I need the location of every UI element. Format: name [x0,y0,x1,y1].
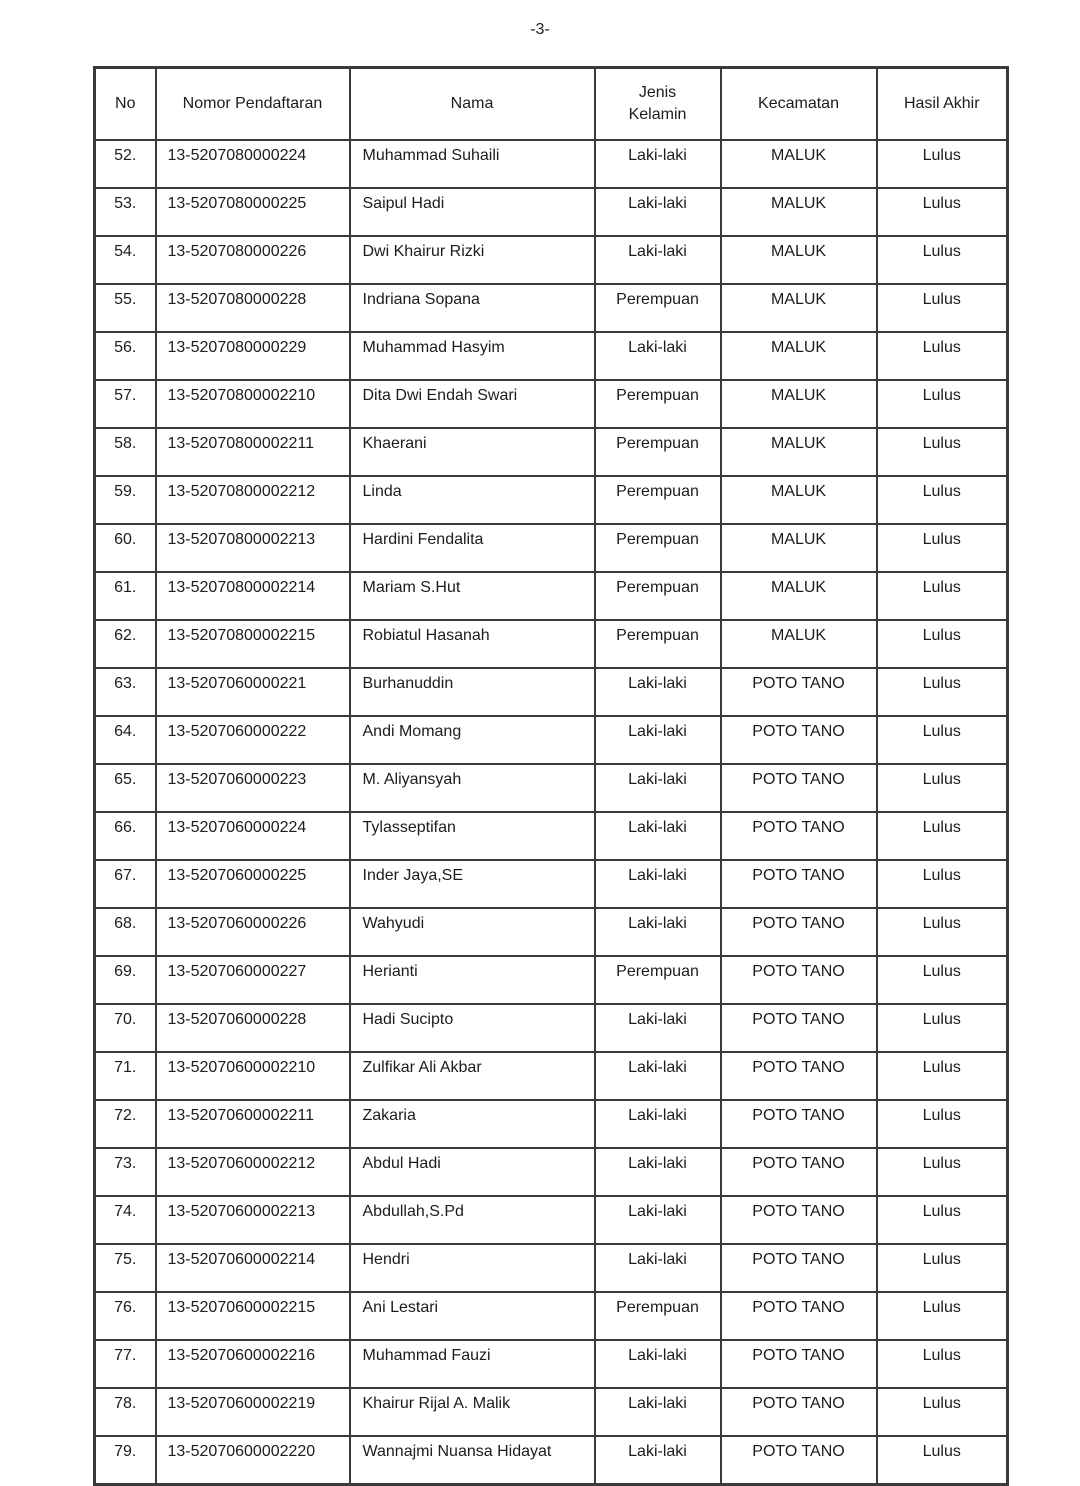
cell-nama: Khairur Rijal A. Malik [350,1388,595,1436]
cell-no: 79. [95,1436,156,1485]
cell-hasil-akhir: Lulus [877,1388,1008,1436]
cell-jenis-kelamin: Laki-laki [595,188,721,236]
cell-nama: Abdul Hadi [350,1148,595,1196]
table-row [95,284,1008,332]
cell-no: 64. [95,716,156,764]
cell-hasil-akhir: Lulus [877,332,1008,380]
cell-nama: Saipul Hadi [350,188,595,236]
cell-jenis-kelamin: Laki-laki [595,236,721,284]
table-row [95,1052,1008,1100]
table-body [95,140,1008,1485]
table-row [95,524,1008,572]
cell-nama: Mariam S.Hut [350,572,595,620]
cell-jenis-kelamin: Perempuan [595,284,721,332]
cell-nomor-pendaftaran: 13-52070800002210 [156,380,350,428]
cell-jenis-kelamin: Perempuan [595,380,721,428]
cell-jenis-kelamin: Laki-laki [595,860,721,908]
cell-nama: Tylasseptifan [350,812,595,860]
cell-nomor-pendaftaran: 13-52070600002214 [156,1244,350,1292]
cell-hasil-akhir: Lulus [877,236,1008,284]
cell-nomor-pendaftaran: 13-52070600002215 [156,1292,350,1340]
table-row [95,1388,1008,1436]
table-row [95,236,1008,284]
cell-kecamatan: POTO TANO [721,1340,877,1388]
cell-nama: Linda [350,476,595,524]
cell-kecamatan: POTO TANO [721,764,877,812]
cell-jenis-kelamin: Perempuan [595,956,721,1004]
cell-nama: Inder Jaya,SE [350,860,595,908]
header-kecamatan: Kecamatan [721,68,877,141]
cell-jenis-kelamin: Laki-laki [595,1388,721,1436]
cell-nama: Muhammad Suhaili [350,140,595,188]
cell-nama: Zulfikar Ali Akbar [350,1052,595,1100]
cell-nomor-pendaftaran: 13-52070600002212 [156,1148,350,1196]
cell-no: 53. [95,188,156,236]
cell-no: 69. [95,956,156,1004]
cell-kecamatan: POTO TANO [721,1388,877,1436]
cell-no: 61. [95,572,156,620]
cell-nomor-pendaftaran: 13-52070800002211 [156,428,350,476]
cell-hasil-akhir: Lulus [877,860,1008,908]
cell-nomor-pendaftaran: 13-5207080000228 [156,284,350,332]
cell-jenis-kelamin: Laki-laki [595,140,721,188]
cell-no: 76. [95,1292,156,1340]
cell-nama: Muhammad Fauzi [350,1340,595,1388]
cell-jenis-kelamin: Laki-laki [595,1196,721,1244]
table-row [95,1196,1008,1244]
cell-nomor-pendaftaran: 13-5207060000222 [156,716,350,764]
cell-hasil-akhir: Lulus [877,1100,1008,1148]
table-row [95,476,1008,524]
cell-kecamatan: MALUK [721,236,877,284]
cell-jenis-kelamin: Laki-laki [595,812,721,860]
table-row [95,956,1008,1004]
cell-hasil-akhir: Lulus [877,1340,1008,1388]
table-row [95,332,1008,380]
cell-nama: Muhammad Hasyim [350,332,595,380]
cell-no: 66. [95,812,156,860]
cell-nama: Indriana Sopana [350,284,595,332]
cell-jenis-kelamin: Perempuan [595,428,721,476]
cell-jenis-kelamin: Perempuan [595,1292,721,1340]
cell-hasil-akhir: Lulus [877,1196,1008,1244]
cell-hasil-akhir: Lulus [877,140,1008,188]
cell-jenis-kelamin: Laki-laki [595,1100,721,1148]
cell-nomor-pendaftaran: 13-52070600002211 [156,1100,350,1148]
cell-nama: Abdullah,S.Pd [350,1196,595,1244]
cell-nomor-pendaftaran: 13-5207080000226 [156,236,350,284]
cell-no: 59. [95,476,156,524]
cell-kecamatan: POTO TANO [721,668,877,716]
table-row [95,620,1008,668]
cell-kecamatan: POTO TANO [721,1004,877,1052]
cell-kecamatan: MALUK [721,284,877,332]
cell-kecamatan: MALUK [721,380,877,428]
cell-no: 52. [95,140,156,188]
cell-jenis-kelamin: Laki-laki [595,716,721,764]
cell-nomor-pendaftaran: 13-5207080000225 [156,188,350,236]
cell-nama: Hardini Fendalita [350,524,595,572]
cell-hasil-akhir: Lulus [877,428,1008,476]
cell-nomor-pendaftaran: 13-52070800002215 [156,620,350,668]
header-nama: Nama [350,68,595,141]
cell-kecamatan: MALUK [721,524,877,572]
table-row [95,860,1008,908]
cell-kecamatan: MALUK [721,332,877,380]
cell-hasil-akhir: Lulus [877,812,1008,860]
table-row [95,380,1008,428]
cell-nomor-pendaftaran: 13-52070800002214 [156,572,350,620]
cell-nama: Robiatul Hasanah [350,620,595,668]
cell-nomor-pendaftaran: 13-5207060000225 [156,860,350,908]
table-row [95,572,1008,620]
results-table [93,66,1009,1486]
cell-nomor-pendaftaran: 13-5207080000224 [156,140,350,188]
cell-no: 73. [95,1148,156,1196]
cell-no: 71. [95,1052,156,1100]
cell-no: 78. [95,1388,156,1436]
cell-hasil-akhir: Lulus [877,620,1008,668]
cell-no: 72. [95,1100,156,1148]
cell-nomor-pendaftaran: 13-52070600002213 [156,1196,350,1244]
cell-hasil-akhir: Lulus [877,1148,1008,1196]
cell-nomor-pendaftaran: 13-5207060000228 [156,1004,350,1052]
cell-nomor-pendaftaran: 13-5207080000229 [156,332,350,380]
cell-nama: Dwi Khairur Rizki [350,236,595,284]
cell-no: 57. [95,380,156,428]
cell-nomor-pendaftaran: 13-5207060000227 [156,956,350,1004]
cell-kecamatan: POTO TANO [721,1436,877,1485]
cell-nama: Hadi Sucipto [350,1004,595,1052]
cell-no: 60. [95,524,156,572]
cell-hasil-akhir: Lulus [877,764,1008,812]
cell-kecamatan: POTO TANO [721,716,877,764]
cell-nomor-pendaftaran: 13-52070800002213 [156,524,350,572]
table-row [95,716,1008,764]
cell-hasil-akhir: Lulus [877,908,1008,956]
cell-hasil-akhir: Lulus [877,380,1008,428]
cell-nama: Zakaria [350,1100,595,1148]
cell-jenis-kelamin: Laki-laki [595,1244,721,1292]
cell-hasil-akhir: Lulus [877,1052,1008,1100]
cell-jenis-kelamin: Laki-laki [595,1148,721,1196]
cell-nomor-pendaftaran: 13-52070600002220 [156,1436,350,1485]
cell-nama: Khaerani [350,428,595,476]
cell-no: 65. [95,764,156,812]
cell-kecamatan: MALUK [721,620,877,668]
cell-hasil-akhir: Lulus [877,668,1008,716]
cell-kecamatan: MALUK [721,476,877,524]
table-row [95,908,1008,956]
cell-jenis-kelamin: Laki-laki [595,1436,721,1485]
cell-nama: Hendri [350,1244,595,1292]
cell-no: 75. [95,1244,156,1292]
cell-nama: Ani Lestari [350,1292,595,1340]
cell-kecamatan: MALUK [721,188,877,236]
cell-hasil-akhir: Lulus [877,1292,1008,1340]
table-row [95,1004,1008,1052]
cell-kecamatan: POTO TANO [721,956,877,1004]
cell-jenis-kelamin: Laki-laki [595,668,721,716]
cell-kecamatan: MALUK [721,140,877,188]
cell-nama: Burhanuddin [350,668,595,716]
cell-nama: Dita Dwi Endah Swari [350,380,595,428]
cell-nama: Herianti [350,956,595,1004]
cell-no: 70. [95,1004,156,1052]
cell-nomor-pendaftaran: 13-5207060000226 [156,908,350,956]
table-row [95,812,1008,860]
cell-nomor-pendaftaran: 13-52070600002219 [156,1388,350,1436]
header-no: No [95,68,156,141]
table-row [95,1100,1008,1148]
cell-jenis-kelamin: Laki-laki [595,908,721,956]
header-jenis-kelamin: Jenis Kelamin [595,68,721,141]
cell-no: 77. [95,1340,156,1388]
cell-no: 68. [95,908,156,956]
cell-kecamatan: POTO TANO [721,908,877,956]
cell-jenis-kelamin: Laki-laki [595,1004,721,1052]
cell-hasil-akhir: Lulus [877,1004,1008,1052]
cell-kecamatan: POTO TANO [721,1148,877,1196]
table-row [95,1148,1008,1196]
cell-hasil-akhir: Lulus [877,284,1008,332]
cell-no: 56. [95,332,156,380]
cell-jenis-kelamin: Laki-laki [595,764,721,812]
cell-jenis-kelamin: Perempuan [595,620,721,668]
cell-hasil-akhir: Lulus [877,524,1008,572]
cell-no: 67. [95,860,156,908]
cell-kecamatan: POTO TANO [721,1100,877,1148]
table-row [95,1340,1008,1388]
header-hasil-akhir: Hasil Akhir [877,68,1008,141]
cell-hasil-akhir: Lulus [877,716,1008,764]
cell-jenis-kelamin: Laki-laki [595,332,721,380]
cell-nama: Wahyudi [350,908,595,956]
table-row [95,1436,1008,1485]
cell-no: 74. [95,1196,156,1244]
cell-jenis-kelamin: Perempuan [595,476,721,524]
cell-no: 54. [95,236,156,284]
cell-hasil-akhir: Lulus [877,476,1008,524]
cell-kecamatan: MALUK [721,572,877,620]
page-number: -3- [530,21,550,38]
cell-nama: Andi Momang [350,716,595,764]
table-row [95,428,1008,476]
cell-kecamatan: POTO TANO [721,860,877,908]
cell-jenis-kelamin: Laki-laki [595,1340,721,1388]
cell-nomor-pendaftaran: 13-5207060000223 [156,764,350,812]
cell-nama: M. Aliyansyah [350,764,595,812]
cell-no: 62. [95,620,156,668]
cell-kecamatan: POTO TANO [721,812,877,860]
cell-hasil-akhir: Lulus [877,572,1008,620]
cell-nomor-pendaftaran: 13-52070600002210 [156,1052,350,1100]
cell-jenis-kelamin: Laki-laki [595,1052,721,1100]
cell-nama: Wannajmi Nuansa Hidayat [350,1436,595,1485]
table-row [95,668,1008,716]
cell-hasil-akhir: Lulus [877,188,1008,236]
cell-nomor-pendaftaran: 13-52070600002216 [156,1340,350,1388]
cell-hasil-akhir: Lulus [877,1244,1008,1292]
table-row [95,764,1008,812]
cell-hasil-akhir: Lulus [877,1436,1008,1485]
cell-kecamatan: MALUK [721,428,877,476]
cell-jenis-kelamin: Perempuan [595,572,721,620]
cell-kecamatan: POTO TANO [721,1052,877,1100]
table-row [95,1292,1008,1340]
cell-jenis-kelamin: Perempuan [595,524,721,572]
cell-nomor-pendaftaran: 13-5207060000221 [156,668,350,716]
cell-kecamatan: POTO TANO [721,1196,877,1244]
cell-kecamatan: POTO TANO [721,1292,877,1340]
cell-kecamatan: POTO TANO [721,1244,877,1292]
cell-no: 58. [95,428,156,476]
table-row [95,1244,1008,1292]
table-header-row [95,68,1008,141]
cell-no: 63. [95,668,156,716]
table-row [95,188,1008,236]
header-nomor-pendaftaran: Nomor Pendaftaran [156,68,350,141]
cell-nomor-pendaftaran: 13-52070800002212 [156,476,350,524]
cell-hasil-akhir: Lulus [877,956,1008,1004]
table-row [95,140,1008,188]
cell-no: 55. [95,284,156,332]
cell-nomor-pendaftaran: 13-5207060000224 [156,812,350,860]
